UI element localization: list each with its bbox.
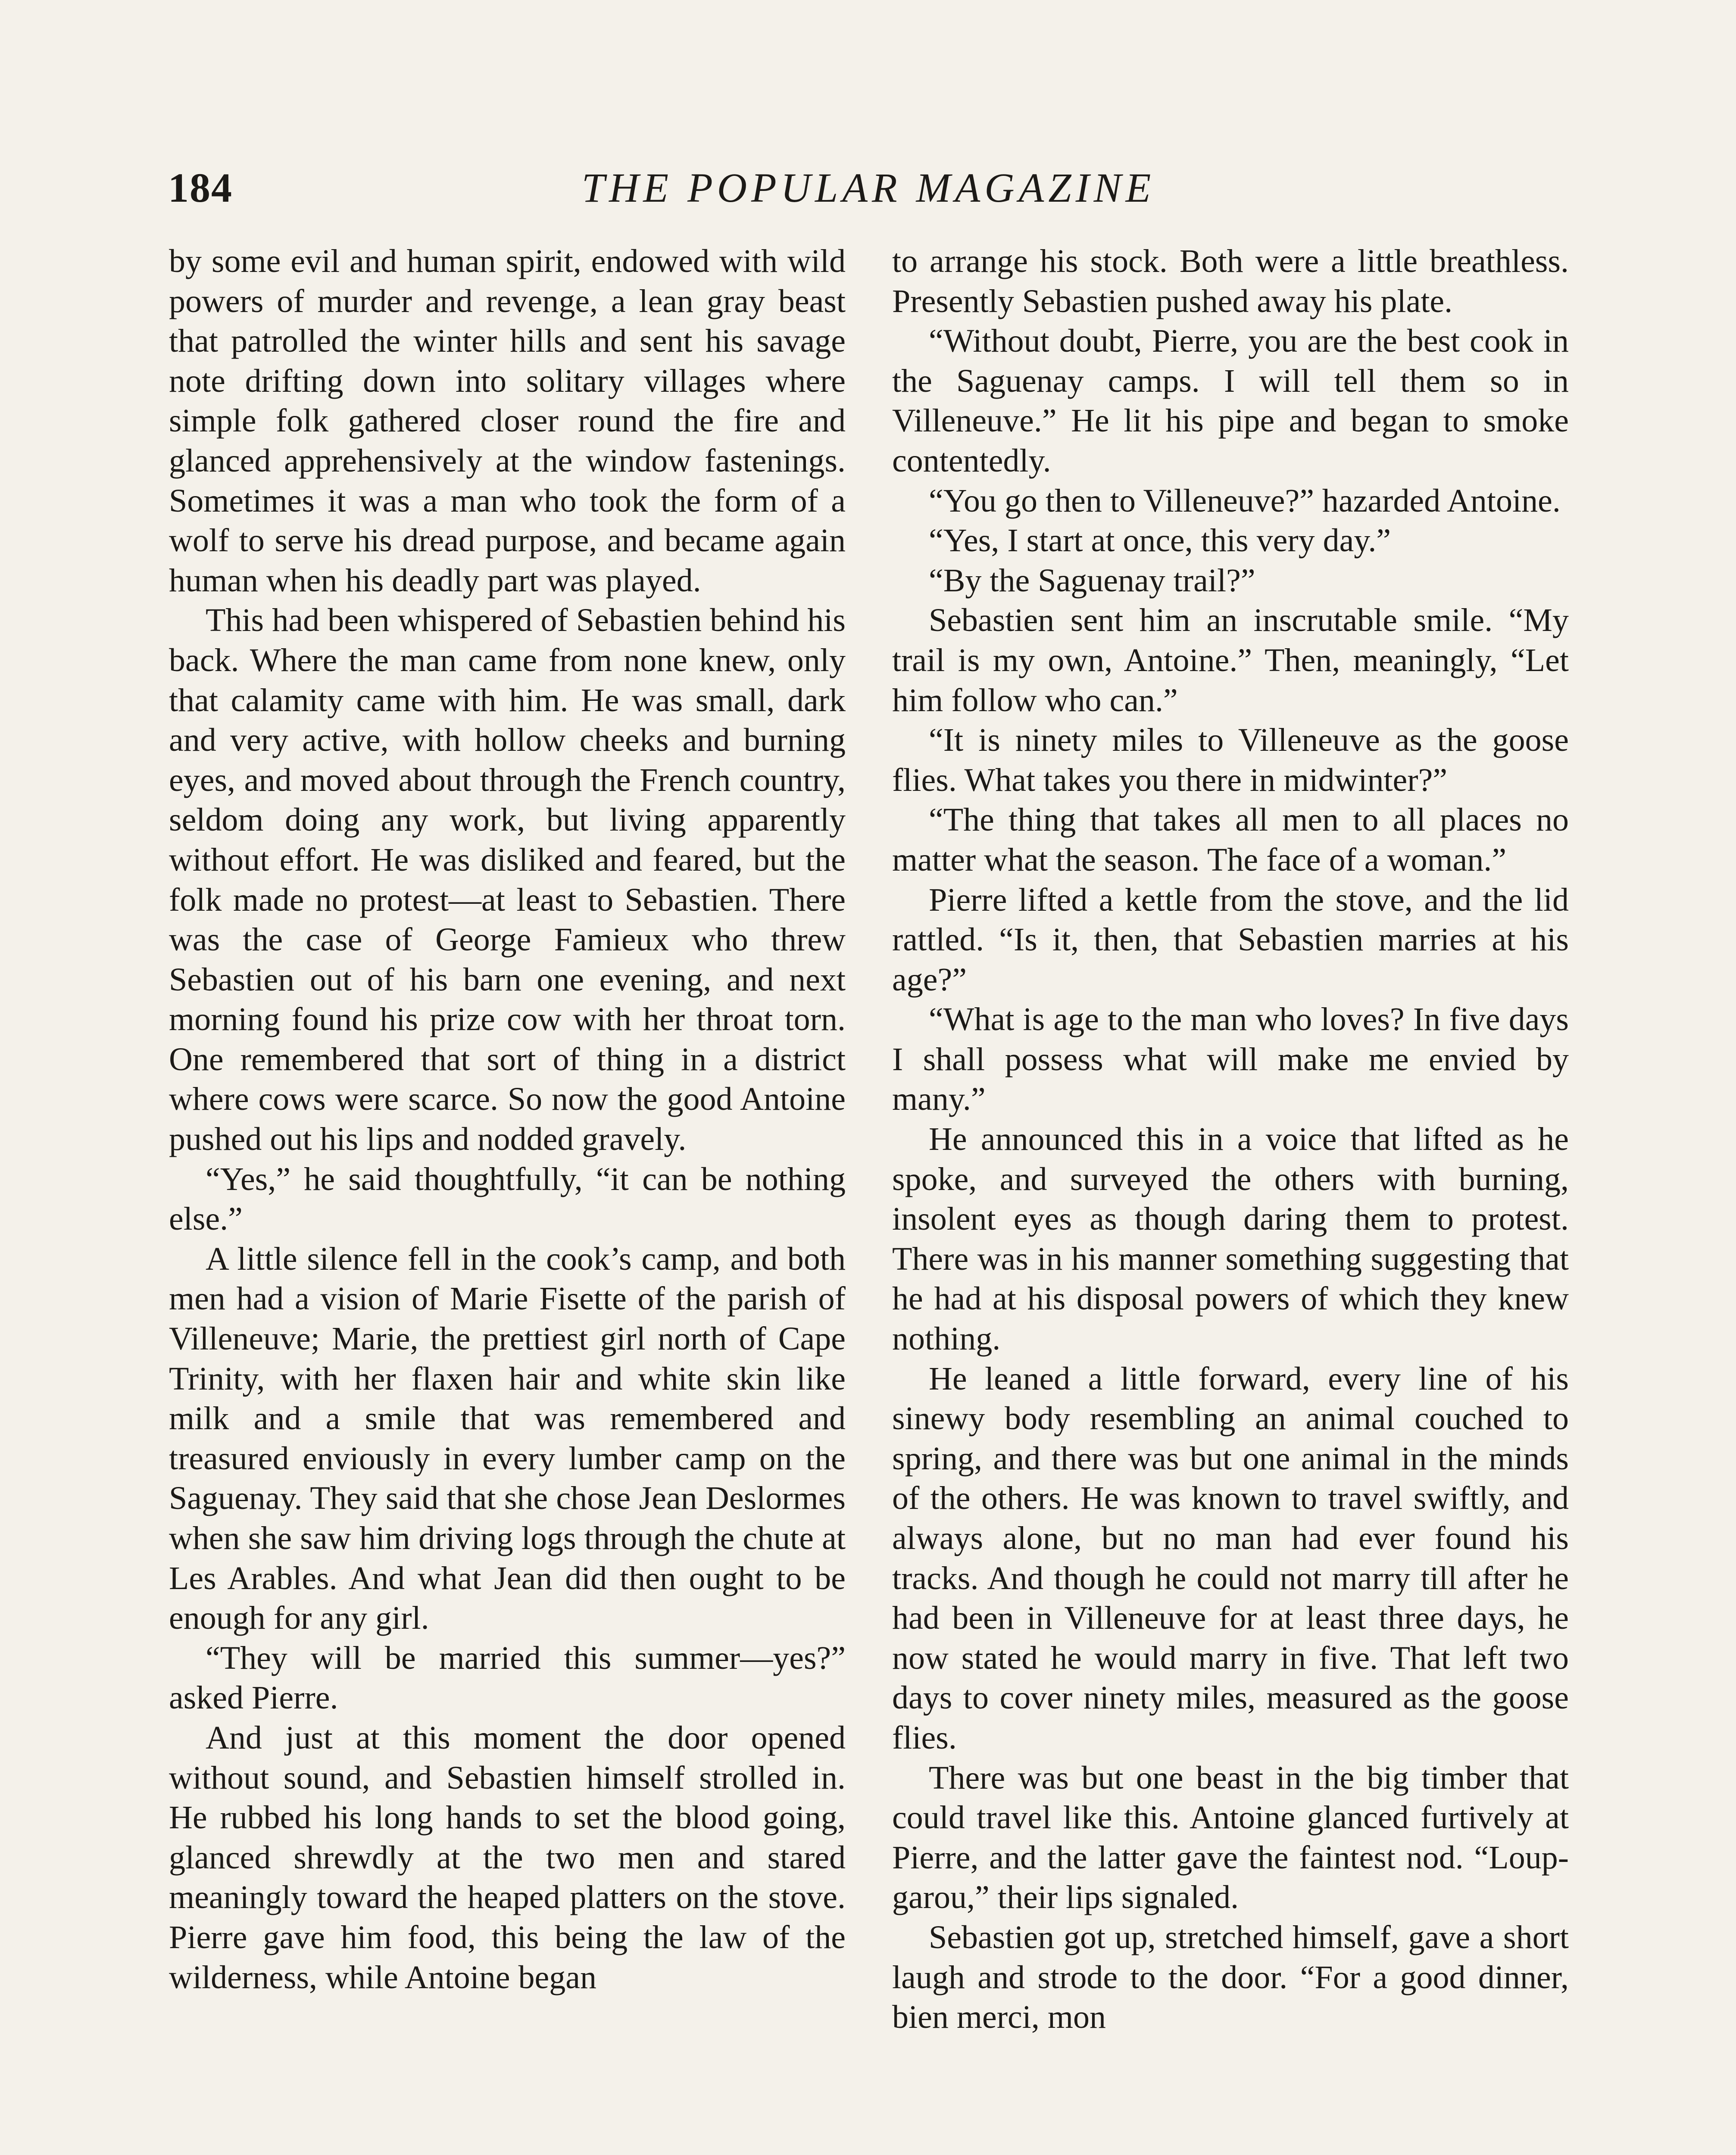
page-number: 184 [168,165,233,211]
paragraph: “You go then to Villeneuve?” hazarded Antoine. [929,482,1561,519]
paragraph: Sebastien sent him an inscrutable smile. “My trail is my own, Antoine.” Then, meaningly, “Let him follow who can.” [892,602,1569,718]
paragraph: Pierre lifted a kettle from the stove, and the lid rattled. “Is it, then, that Sebastien marries at his age?” [892,881,1569,998]
paragraph: This had been whispered of Sebastien behind his back. Where the man came from none knew, only that calamity came with him. He was small, dark and very active, with hollow cheeks and burning eyes, and moved about through the French country, seldom doing any work, but living apparently without effort. He was disliked and feared, but the folk made no protest—at least to Sebastien. There was the case of George Famieux who threw Sebastien out of his barn one evening, and next morning found his prize cow with her throat torn. One remembered that sort of thing in a district where cows were scarce. So now the good Antoine pushed out his lips and nodded gravely. [169,602,846,1158]
paragraph: “Yes,” he said thoughtfully, “it can be nothing else.” [169,1161,846,1237]
paragraph: And just at this moment the door opened without sound, and Sebastien himself strolled in. He rubbed his long hands to set the blood going, glanced shrewdly at the two men and stared meaningly toward the heaped platters on the stove. Pierre gave him food, this being the law of the wilderness, while Antoine began [169,1719,846,1996]
running-title: THE POPULAR MAGAZINE [581,165,1155,211]
paragraph: “It is ninety miles to Villeneuve as the goose flies. What takes you there in midwinter?” [892,722,1569,798]
page-header [168,159,1569,216]
paragraph: “The thing that takes all men to all places no matter what the season. The face of a woman.” [892,802,1569,878]
paragraph: “They will be married this summer—yes?” asked Pierre. [169,1640,846,1716]
paragraph: He leaned a little forward, every line of his sinewy body resembling an animal couched to spring, and there was but one animal in the minds of the others. He was known to travel swiftly, and always alone, but no man had ever found his tracks. And though he could not marry till after he had been in Villeneuve for at least three days, he now stated he would marry in five. That left two days to cover ninety miles, measured as the goose flies. [892,1360,1569,1756]
left-column [169,241,846,1997]
paragraph: “What is age to the man who loves? In five days I shall possess what will make me envied by many.” [892,1001,1569,1118]
paragraph: He announced this in a voice that lifted as he spoke, and surveyed the others with burning, insolent eyes as though daring them to protest. There was in his manner something suggesting that he had at his disposal powers of which they knew nothing. [892,1121,1569,1357]
paragraph: to arrange his stock. Both were a little breathless. Presently Sebastien pushed away his plate. [892,243,1569,319]
paragraph: There was but one beast in the big timber that could travel like this. Antoine glanced furtively at Pierre, and the latter gave the faintest nod. “Loup-garou,” their lips signaled. [892,1759,1569,1916]
paragraph: by some evil and human spirit, endowed with wild powers of murder and revenge, a lean gray beast that patrolled the winter hills and sent his savage note drifting down into solitary villages where simple folk gathered closer round the fire and glanced apprehensively at the window fastenings. Sometimes it was a man who took the form of a wolf to serve his dread purpose, and became again human when his deadly part was played. [169,243,846,599]
paragraph: “Without doubt, Pierre, you are the best cook in the Saguenay camps. I will tell them so in Villeneuve.” He lit his pipe and began to smoke contentedly. [892,323,1569,479]
paragraph: “By the Saguenay trail?” [929,562,1255,599]
right-column [892,241,1569,2037]
paragraph: A little silence fell in the cook’s camp, and both men had a vision of Marie Fisette of the parish of Villeneuve; Marie, the prettiest girl north of Cape Trinity, with her flaxen hair and white skin like milk and a smile that was remembered and treasured enviously in every lumber camp on the Saguenay. They said that she chose Jean Deslormes when she saw him driving logs through the chute at Les Arables. And what Jean did then ought to be enough for any girl. [169,1240,846,1637]
paragraph: “Yes, I start at once, this very day.” [929,522,1391,559]
paragraph: Sebastien got up, stretched himself, gave a short laugh and strode to the door. “For a good dinner, bien merci, mon [892,1919,1569,2036]
